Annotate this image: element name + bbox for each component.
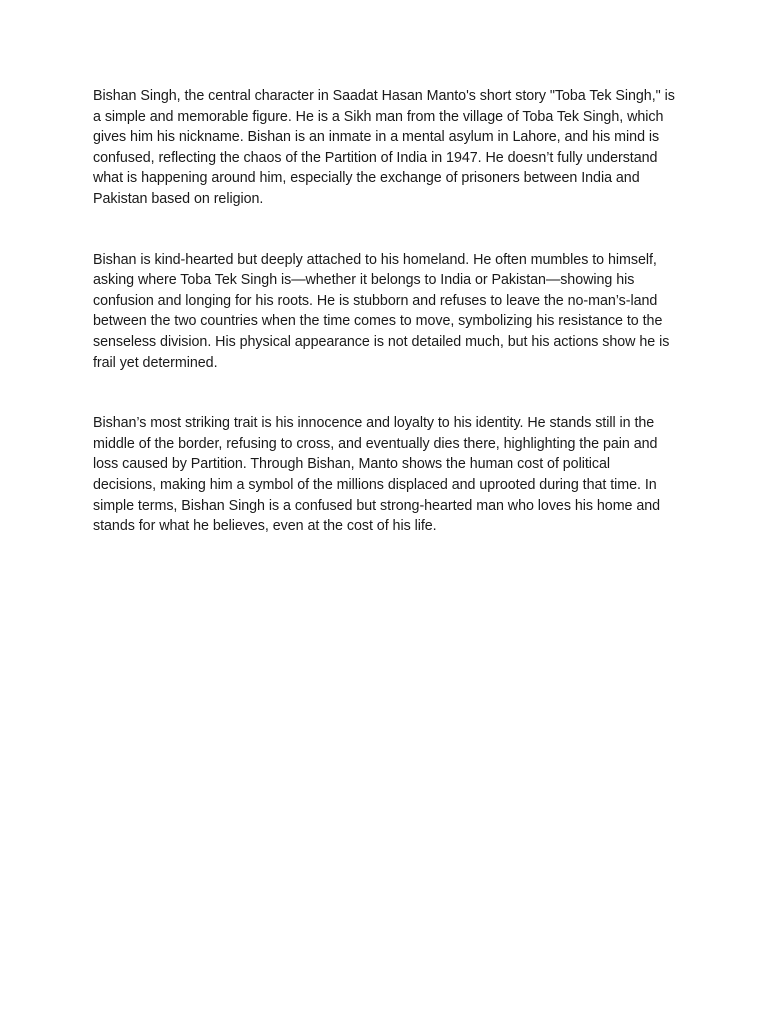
paragraph-introduction: Bishan Singh, the central character in Saadat Hasan Manto's short story "Toba Tek Singh," is a simple and memorable figure. He is a Sikh man from the village of Toba Tek Singh, which gives him his nickname. Bishan is an inmate in a mental asylum in Lahore, and his mind is confused, reflecting the chaos of the Partition of India in 1947. He doesn’t fully understand what is happening around him, especially the exchange of prisoners between India and Pakistan based on religion. (93, 88, 675, 207)
paragraph-character-traits: Bishan is kind-hearted but deeply attached to his homeland. He often mumbles to himself, asking where Toba Tek Singh is—whether it belongs to India or Pakistan—showing his confusion and longing for his roots. He is stubborn and refuses to leave the no-man’s-land between the two countries when the time comes to move, symbolizing his resistance to the senseless division. His physical appearance is not detailed much, but his actions show he is frail yet determined. (93, 251, 670, 371)
document-body (93, 86, 676, 537)
paragraph-conclusion: Bishan’s most striking trait is his innocence and loyalty to his identity. He stands still in the middle of the border, refusing to cross, and eventually dies there, highlighting the pain and loss caused by Partition. Through Bishan, Manto shows the human cost of political decisions, making him a symbol of the millions displaced and uprooted during that time. In simple terms, Bishan Singh is a confused but strong-hearted man who loves his home and stands for what he believes, even at the cost of his life. (93, 415, 661, 535)
